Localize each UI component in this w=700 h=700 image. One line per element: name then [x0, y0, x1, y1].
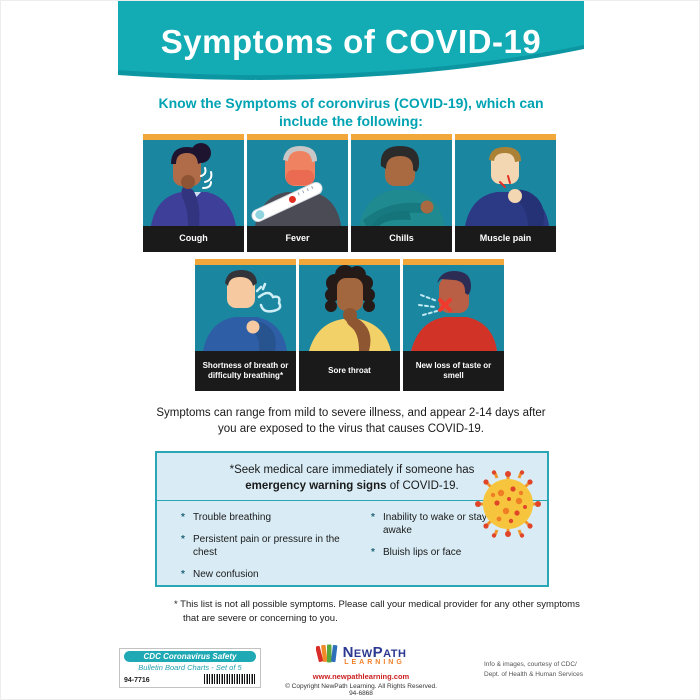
symptom-label: New loss of taste or smell — [403, 351, 504, 391]
image-credits — [484, 660, 596, 680]
footnote: * This list is not all possible symptoms. Please call your medical provider for any other symptoms that are severe or concerning to you. — [174, 599, 580, 624]
person-breathing-difficulty-icon — [195, 265, 296, 351]
person-chills-icon — [351, 140, 452, 226]
product-code: 94-7716 — [124, 677, 150, 684]
emergency-warning-box — [155, 451, 549, 587]
person-coughing-icon — [143, 140, 244, 226]
list-item — [181, 533, 359, 559]
barcode — [204, 674, 256, 684]
warning-header-bold: emergency warning signs — [245, 480, 387, 493]
publisher-website: www.newpathlearning.com — [312, 672, 410, 681]
shortness-of-breath-illustration — [195, 265, 296, 351]
bullets-left-column — [181, 511, 359, 590]
bullet-text: Bluish lips or face — [383, 547, 462, 558]
header-banner — [118, 1, 584, 89]
symptom-card-sore-throat — [299, 259, 400, 391]
person-sore-throat-icon — [299, 265, 400, 351]
bullet-marker: * — [371, 547, 375, 558]
books-icon — [316, 642, 340, 669]
poster-subtitle: Know the Symptoms of coronvirus (COVID-19), which can include the following: — [158, 95, 544, 130]
person-muscle-pain-icon — [455, 140, 556, 226]
warning-header-line1: *Seek medical care immediately if someone has — [229, 464, 475, 476]
chills-illustration — [351, 140, 452, 226]
symptom-card-cough — [143, 134, 244, 252]
virus-icon — [473, 469, 543, 544]
person-fever-icon — [247, 140, 348, 226]
person-loss-of-smell-icon — [403, 265, 504, 351]
bullet-marker: * — [371, 512, 375, 523]
symptom-label: Shortness of breath or difficulty breathing* — [195, 351, 296, 391]
page-title: Symptoms of COVID-19 — [160, 23, 542, 60]
symptom-card-fever — [247, 134, 348, 252]
bullet-marker: * — [181, 534, 185, 545]
symptom-cards-row-1 — [143, 134, 556, 252]
product-series-subtitle: Bulletin Board Charts - Set of 5 — [138, 663, 242, 672]
symptom-label: Muscle pain — [455, 226, 556, 252]
symptom-label: Sore throat — [299, 351, 400, 391]
credit-line-1: Info & images, courtesy of CDC/ — [484, 661, 577, 668]
fever-illustration — [247, 140, 348, 226]
copyright-text: © Copyright NewPath Learning. All Rights Reserved. 94-6868 — [285, 683, 437, 697]
muscle-pain-illustration — [455, 140, 556, 226]
bullet-marker: * — [181, 569, 185, 580]
product-label-box — [119, 648, 261, 688]
symptom-card-muscle-pain — [455, 134, 556, 252]
bullet-text: Inability to wake or stay awake — [383, 512, 487, 536]
symptom-label: Chills — [351, 226, 452, 252]
list-item — [371, 546, 499, 559]
symptom-card-chills — [351, 134, 452, 252]
symptom-label: Cough — [143, 226, 244, 252]
symptom-cards-row-2 — [195, 259, 504, 391]
list-item — [181, 568, 359, 581]
product-series-title: CDC Coronavirus Safety — [124, 651, 256, 662]
bullet-text: Persistent pain or pressure in the chest — [193, 534, 340, 558]
warning-header-rest: of COVID-19. — [386, 480, 459, 493]
list-item — [181, 511, 359, 524]
symptom-card-loss-taste-smell — [403, 259, 504, 391]
product-label-bottom — [124, 674, 256, 684]
publisher-logo-block — [284, 642, 438, 697]
publisher-name-sub: LEARNING — [344, 659, 405, 666]
cough-illustration — [143, 140, 244, 226]
credit-line-2: Dept. of Health & Human Services — [484, 670, 583, 678]
loss-taste-smell-illustration — [403, 265, 504, 351]
bullet-marker: * — [181, 512, 185, 523]
bullet-text: Trouble breathing — [193, 512, 272, 523]
symptom-range-text: Symptoms can range from mild to severe illness, and appear 2-14 days after you are exposed to the virus that causes COVID-19. — [156, 407, 546, 436]
symptom-card-shortness-of-breath — [195, 259, 296, 391]
bullet-text: New confusion — [193, 569, 259, 580]
symptom-label: Fever — [247, 226, 348, 252]
sore-throat-illustration — [299, 265, 400, 351]
publisher-name: NewPath — [342, 644, 407, 661]
